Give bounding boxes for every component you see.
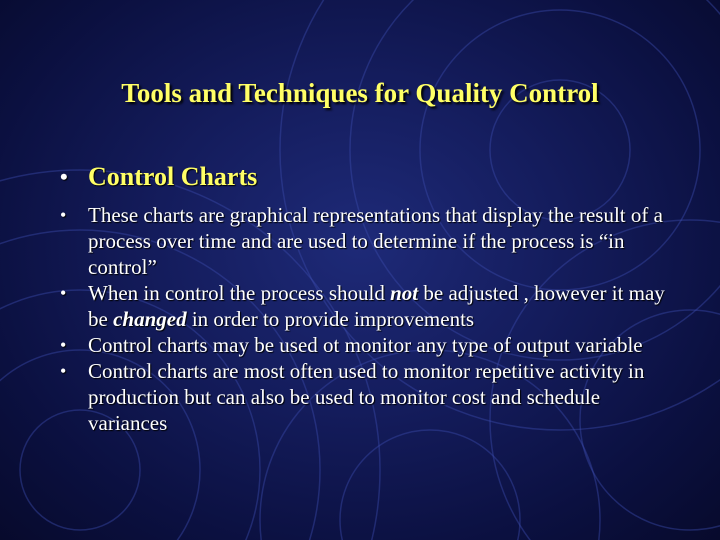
bullet-text-part: in order to provide improvements [186, 307, 475, 331]
slide-title: Tools and Techniques for Quality Control [121, 78, 599, 108]
bullet-text: These charts are graphical representations that display the result of a process over time and are used to determine if the process is “in control” [88, 203, 663, 279]
emphasis-not: not [390, 281, 419, 305]
bullet-list [60, 160, 680, 436]
heading-bullet [60, 160, 680, 194]
emphasis-changed: changed [113, 307, 187, 331]
list-item [60, 202, 680, 280]
list-item [60, 332, 680, 358]
bullet-text: Control charts are most often used to monitor repetitive activity in production but can also be used to monitor cost and schedule variances [88, 359, 645, 435]
bullet-dot-icon: • [60, 335, 67, 355]
bullet-text-part: When in control the process should [88, 281, 391, 305]
heading-text: Control Charts [88, 162, 258, 191]
bullet-dot-icon: • [60, 283, 67, 303]
bullet-text [88, 281, 665, 331]
list-item [60, 280, 680, 332]
bullet-dot-icon: • [60, 164, 68, 189]
bullet-text: Control charts may be used ot monitor any type of output variable [88, 333, 643, 357]
list-item [60, 358, 680, 436]
bullet-dot-icon: • [60, 205, 67, 225]
bullet-text-part: be adjusted , however it may be [88, 281, 665, 331]
bullet-dot-icon: • [60, 361, 67, 381]
